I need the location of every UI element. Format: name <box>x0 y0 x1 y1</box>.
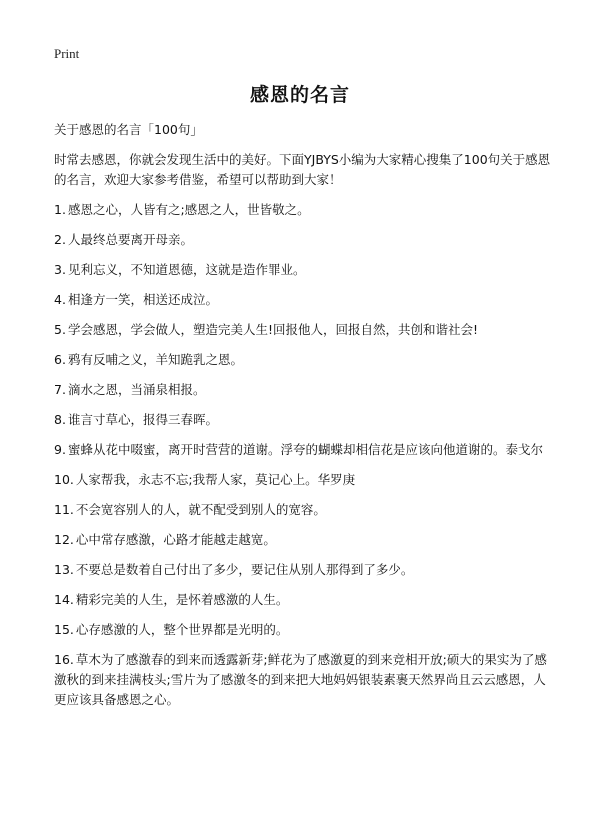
quote-number: 11. <box>54 502 74 517</box>
quote-text: 滴水之恩，当涌泉相报。 <box>67 382 206 397</box>
quote-number: 6. <box>54 352 66 367</box>
quote-item <box>54 260 554 280</box>
quote-number: 5. <box>54 322 66 337</box>
quote-number: 16. <box>54 652 74 667</box>
quote-item <box>54 410 554 430</box>
quote-number: 10. <box>54 472 74 487</box>
article-body <box>54 120 554 720</box>
quote-text: 相逢方一笑，相送还成泣。 <box>67 292 218 307</box>
quote-item <box>54 230 554 250</box>
quote-number: 1. <box>54 202 66 217</box>
quote-number: 13. <box>54 562 74 577</box>
quote-list <box>54 200 554 710</box>
quote-number: 3. <box>54 262 66 277</box>
quote-text: 心中常存感激，心路才能越走越宽。 <box>75 532 276 547</box>
quote-item <box>54 530 554 550</box>
quote-text: 人家帮我，永志不忘;我帮人家，莫记心上。华罗庚 <box>75 472 356 487</box>
quote-item <box>54 200 554 220</box>
quote-number: 15. <box>54 622 74 637</box>
subtitle: 关于感恩的名言「100句」 <box>54 122 203 137</box>
quote-text: 鸦有反哺之义，羊知跪乳之恩。 <box>67 352 243 367</box>
quote-text: 谁言寸草心，报得三春晖。 <box>67 412 218 427</box>
quote-text: 草木为了感激春的到来而透露新芽;鲜花为了感激夏的到来竞相开放;硕大的果实为了感激秋的到来挂满枝头;雪片为了感激冬的到来把大地妈妈银装素裹天然界尚且云云感恩，人更应该具备感恩之心。 <box>54 652 547 707</box>
quote-text: 人最终总要离开母亲。 <box>67 232 193 247</box>
print-link[interactable]: Print <box>54 46 80 61</box>
quote-number: 7. <box>54 382 66 397</box>
quote-text: 学会感恩，学会做人，塑造完美人生!回报他人，回报自然，共创和谐社会! <box>67 322 478 337</box>
quote-item <box>54 500 554 520</box>
quote-text: 心存感激的人，整个世界都是光明的。 <box>75 622 289 637</box>
quote-number: 14. <box>54 592 74 607</box>
quote-item <box>54 620 554 640</box>
quote-item <box>54 290 554 310</box>
quote-item <box>54 380 554 400</box>
quote-item <box>54 650 554 710</box>
quote-number: 2. <box>54 232 66 247</box>
quote-item <box>54 470 554 490</box>
quote-text: 蜜蜂从花中啜蜜，离开时营营的道谢。浮夸的蝴蝶却相信花是应该向他道谢的。泰戈尔 <box>67 442 543 457</box>
quote-text: 不要总是数着自己付出了多少，要记住从别人那得到了多少。 <box>75 562 414 577</box>
quote-item <box>54 590 554 610</box>
quote-number: 12. <box>54 532 74 547</box>
quote-item <box>54 560 554 580</box>
quote-number: 8. <box>54 412 66 427</box>
page-title: 感恩的名言 <box>249 84 350 106</box>
quote-item <box>54 440 554 460</box>
quote-text: 不会宽容别人的人，就不配受到别人的宽容。 <box>75 502 326 517</box>
quote-number: 9. <box>54 442 66 457</box>
intro-paragraph: 时常去感恩，你就会发现生活中的美好。下面YJBYS小编为大家精心搜集了100句关于感恩的名言，欢迎大家参考借鉴，希望可以帮助到大家！ <box>54 152 551 187</box>
quote-text: 见利忘义，不知道恩德，这就是造作罪业。 <box>67 262 306 277</box>
quote-item <box>54 320 554 340</box>
quote-text: 感恩之心，人皆有之;感恩之人，世皆敬之。 <box>67 202 310 217</box>
quote-text: 精彩完美的人生，是怀着感激的人生。 <box>75 592 289 607</box>
quote-number: 4. <box>54 292 66 307</box>
quote-item <box>54 350 554 370</box>
